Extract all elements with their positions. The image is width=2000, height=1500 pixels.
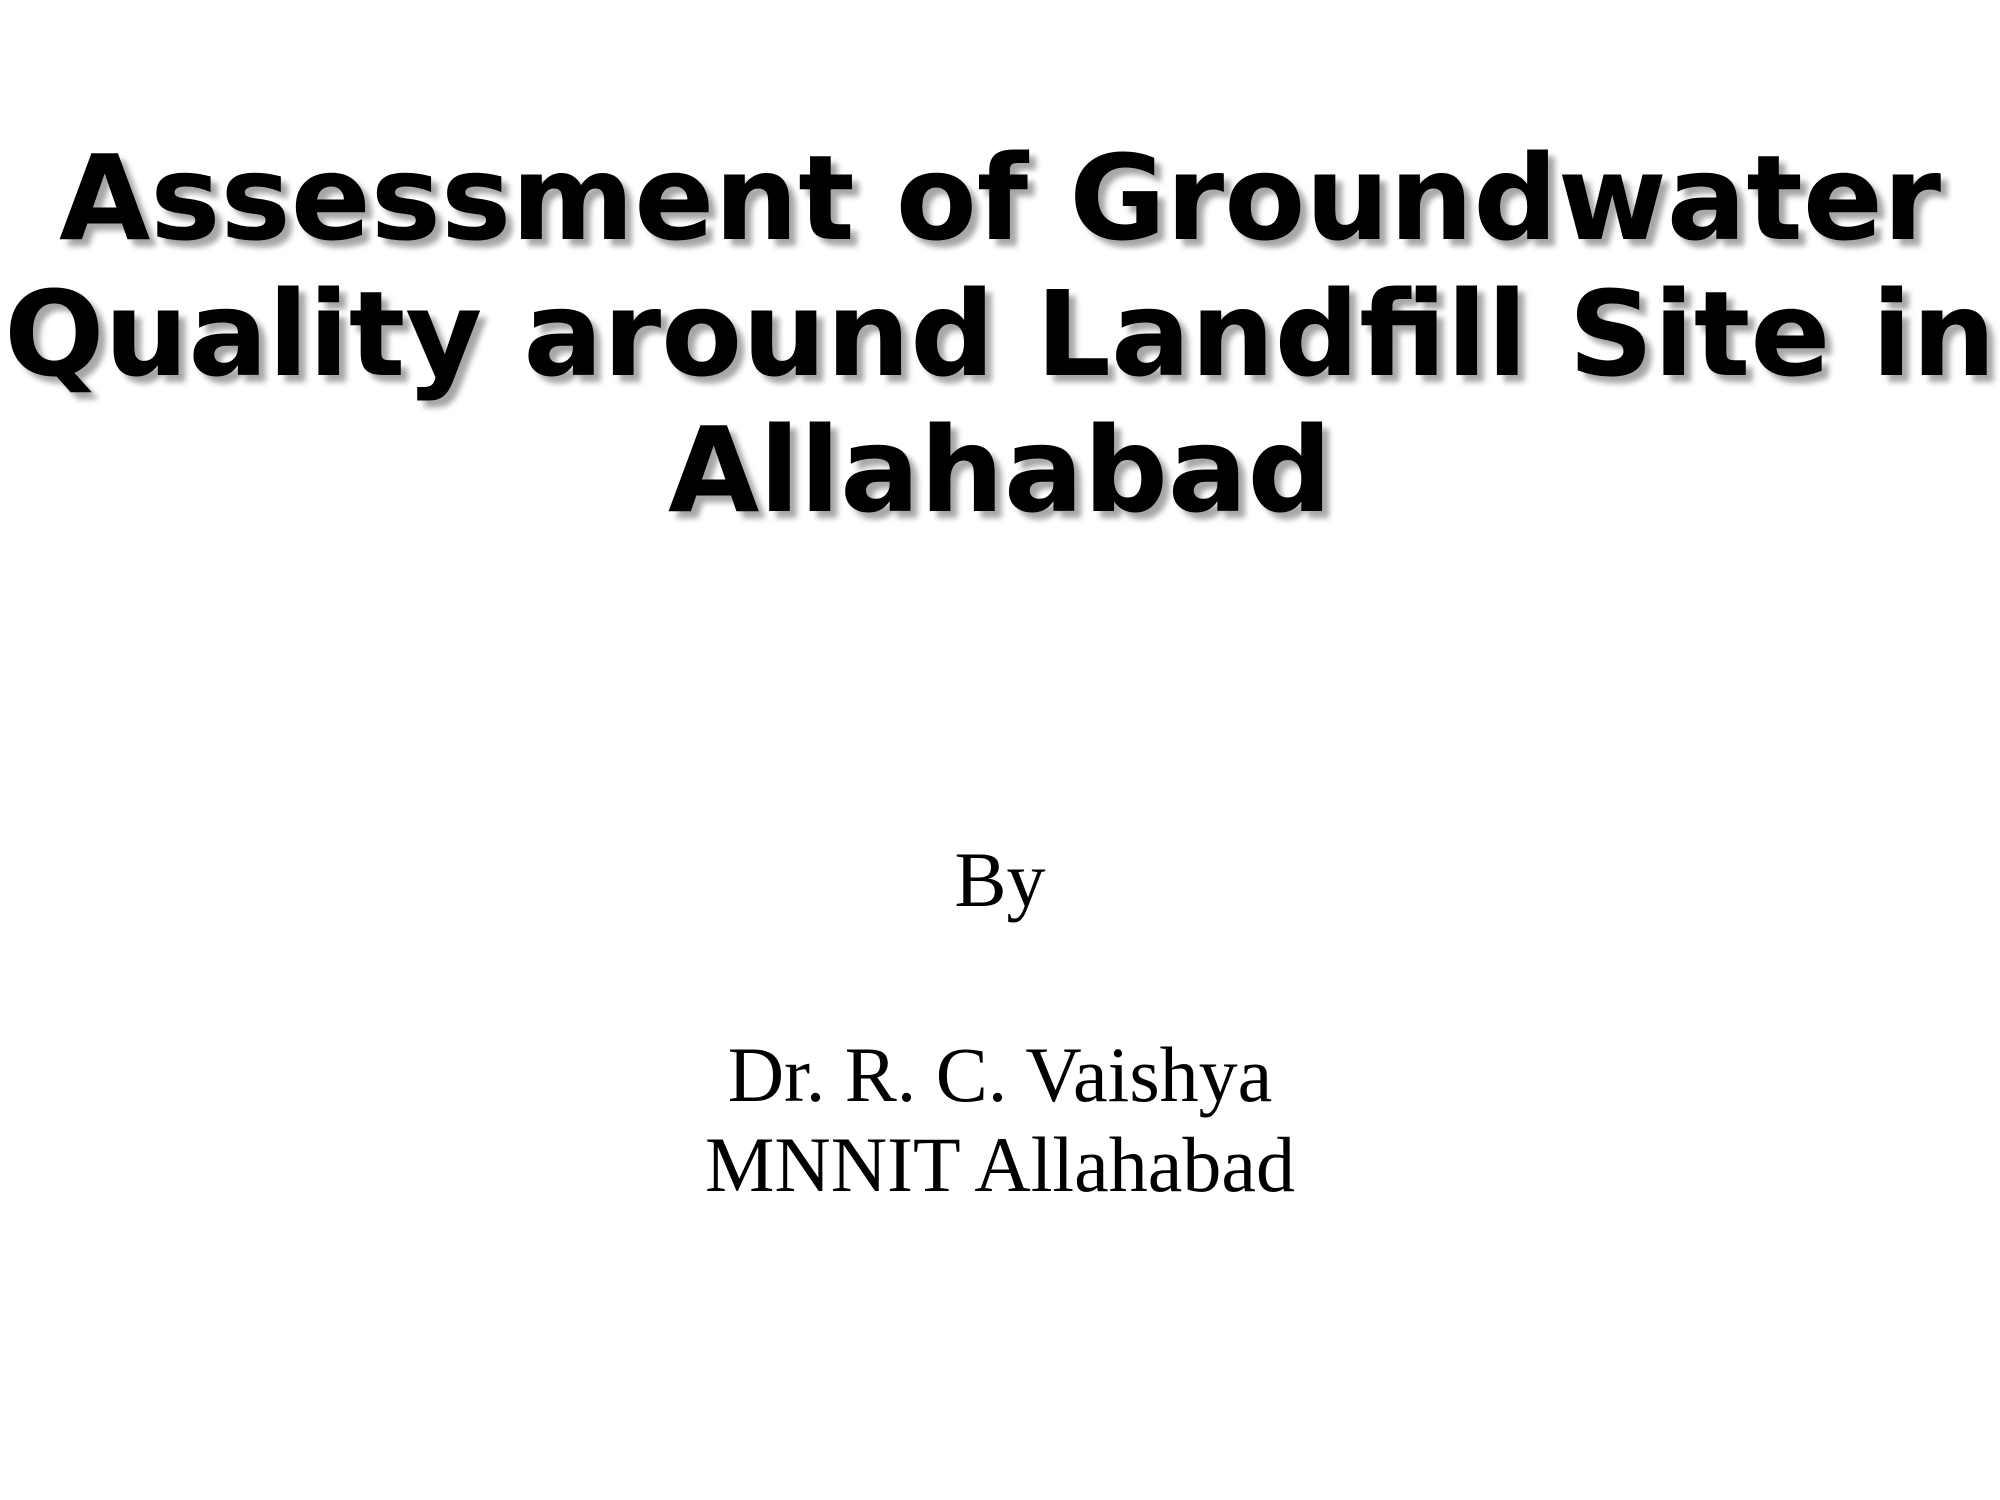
author-block: [0, 1030, 2000, 1210]
title-line-1: Assessment of Groundwater: [58, 129, 1942, 267]
title-line-2: Quality around Landfill Site in: [4, 265, 1996, 403]
author-name: Dr. R. C. Vaishya: [727, 1031, 1273, 1118]
title-line-3: Allahabad: [667, 401, 1333, 539]
slide-title: [0, 130, 2000, 538]
author-affiliation: MNNIT Allahabad: [705, 1121, 1295, 1208]
by-label: By: [954, 836, 1046, 923]
